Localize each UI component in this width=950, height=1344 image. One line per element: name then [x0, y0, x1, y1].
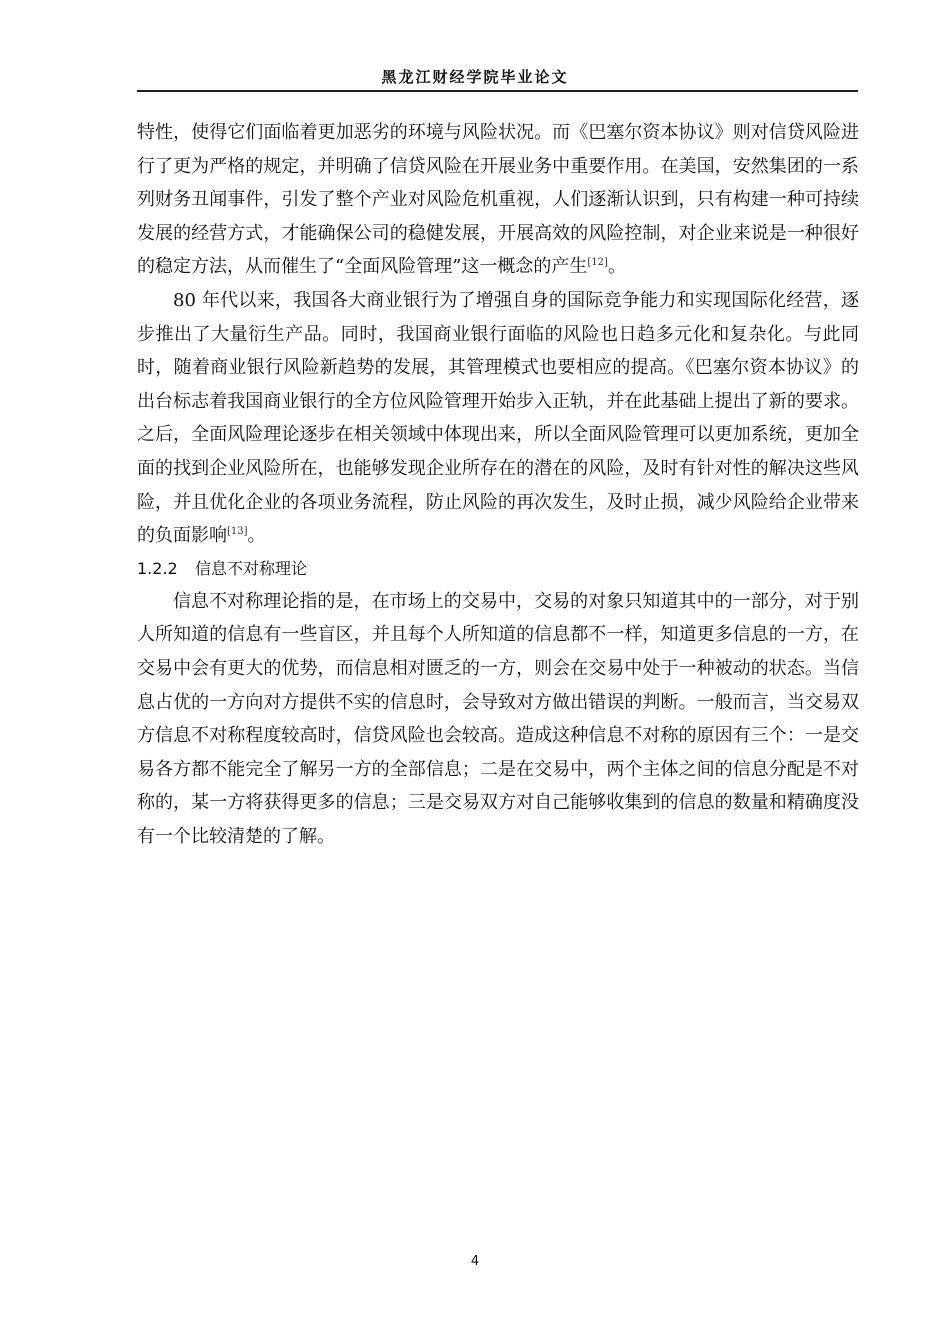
- paragraph-3: 信息不对称理论指的是，在市场上的交易中，交易的对象只知道其中的一部分，对于别人所知道的信息有一些盲区，并且每个人所知道的信息都不一样，知道更多信息的一方，在交易中会有更大的优势，而信息相对匮乏的一方，则会在交易中处于一种被动的状态。当信息占优的一方向对方提供不实的信息时，会导致对方做出错误的判断。一般而言，当交易双方信息不对称程度较高时，信贷风险也会较高。造成这种信息不对称的原因有三个：一是交易各方都不能完全了解另一方的全部信息；二是在交易中，两个主体之间的信息分配是不对称的，某一方将获得更多的信息；三是交易双方对自己能够收集到的信息的数量和精确度没有一个比较清楚的了解。: [137, 590, 859, 847]
- section-number: 1.2.2: [137, 558, 178, 578]
- paragraph-2: [137, 284, 859, 553]
- section-heading: [137, 553, 859, 585]
- paragraph-1: [137, 116, 859, 284]
- paragraph-2-text: 80 年代以来，我国各大商业银行为了增强自身的国际竞争能力和实现国际化经营，逐步推出了大量衍生产品。同时，我国商业银行面临的风险也日趋多元化和复杂化。与此同时，随着商业银行风险新趋势的发展，其管理模式也要相应的提高。《巴塞尔资本协议》的出台标志着我国商业银行的全方位风险管理开始步入正轨，并在此基础上提出了新的要求。之后，全面风险理论逐步在相关领域中体现出来，所以全面风险管理可以更加系统，更加全面的找到企业风险所在，也能够发现企业所存在的潜在的风险，及时有针对性的解决这些风险，并且优化企业的各项业务流程，防止风险的再次发生，及时止损，减少风险给企业带来的负面影响: [137, 289, 859, 547]
- paragraph-1-text: 特性，使得它们面临着更加恶劣的环境与风险状况。而《巴塞尔资本协议》则对信贷风险进行了更为严格的规定，并明确了信贷风险在开展业务中重要作用。在美国，安然集团的一系列财务丑闻事件，引发了整个产业对风险危机重视，人们逐渐认识到，只有构建一种可持续发展的经营方式，才能确保公司的稳健发展，开展高效的风险控制，对企业来说是一种很好的稳定方法，从而催生了“全面风险管理”这一概念的产生: [137, 122, 859, 278]
- citation-13: [13]: [227, 526, 248, 538]
- header-divider: [137, 90, 858, 92]
- document-body: [137, 116, 859, 853]
- page-number: 4: [470, 1254, 480, 1269]
- section-title: 信息不对称理论: [195, 558, 308, 578]
- paragraph-2-end: 。: [247, 525, 266, 547]
- citation-12: [12]: [587, 257, 608, 269]
- paragraph-1-end: 。: [607, 256, 626, 278]
- document-header-title: 黑龙江财经学院毕业论文: [381, 68, 569, 86]
